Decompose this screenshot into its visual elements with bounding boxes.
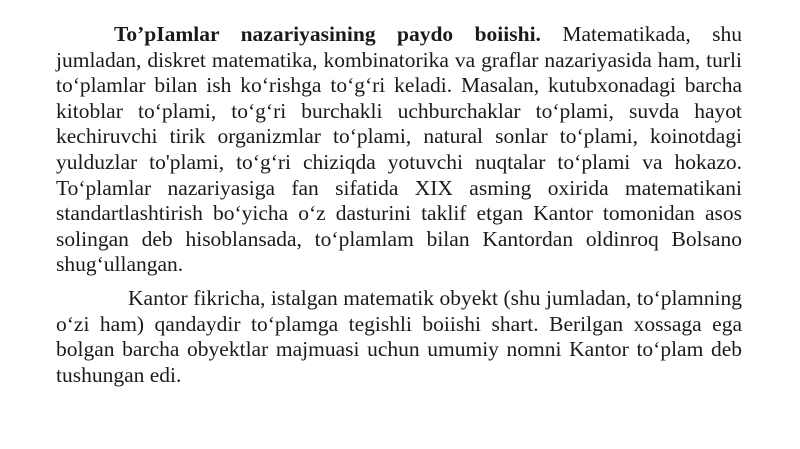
paragraph-2-text: Kantor fikricha, istalgan matematik obyekt (shu jumladan, to‘plamning o‘zi ham) qandaydir to‘plamga tegishli boiishi shart. Berilgan xossaga ega bolgan barcha obyektlar majmuasi uchun umumiy nomni Kantor to‘plam deb tushungan edi. [56,285,742,387]
paragraph-2 [56,286,742,388]
paragraph-1-text: Matematikada, shu jumladan, diskret matematika, kombinatorika va graflar nazariyasida ham, turli to‘plamlar bilan ish ko‘rishga to‘g‘ri keladi. Masalan, kutubxonadagi barcha kitoblar to‘plami, to‘g‘ri burchakli uchburchaklar to‘plami, suvda hayot kechiruvchi tirik organizmlar to‘plami, natural sonlar to‘plami, koinotdagi yulduzlar to'plami, to‘g‘ri chiziqda yotuvchi nuqtalar to‘plami va hokazo. To‘plamlar nazariyasiga fan sifatida XIX asming oxirida matematikani standartlashtirish bo‘yicha o‘z dasturini taklif etgan Kantor tomonidan asos solingan deb hisoblansada, to‘plamlam bilan Kantordan oldinroq Bolsano shug‘ullangan. [56,22,743,277]
document-page [56,22,742,388]
paragraph-1 [56,22,742,278]
section-heading: To’pIamlar nazariyasining paydo boiishi. [114,22,541,46]
